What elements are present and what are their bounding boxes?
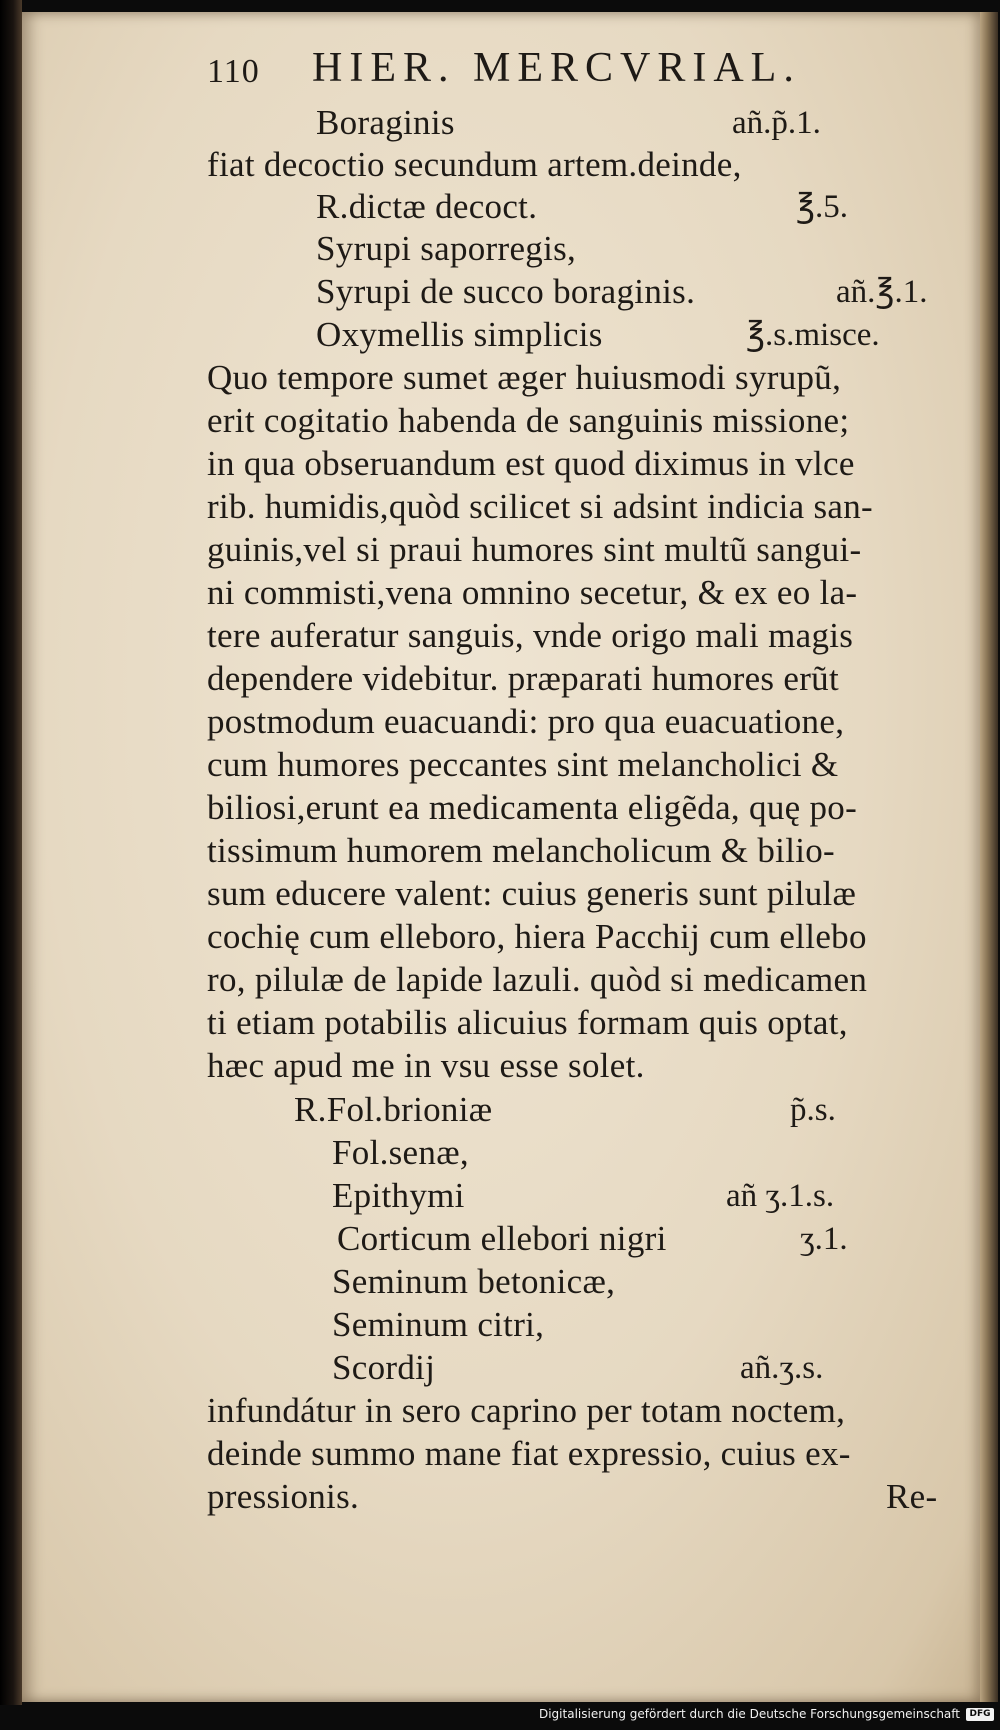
text-line: tissimum humorem melancholicum & bilio-: [207, 831, 836, 870]
text-line: ro, pilulæ de lapide lazuli. quòd si medicamen: [207, 960, 868, 999]
dose-amount: añ ʒ.1.s.: [726, 1178, 835, 1214]
text-line: Quo tempore sumet æger huiusmodi syrupũ,: [207, 358, 842, 397]
book-spine-shadow: [0, 0, 22, 1730]
text-line: ni commisti,vena omnino secetur, & ex eo la-: [207, 573, 858, 612]
recipe-line: R.dictæ decoct.: [316, 187, 538, 226]
recipe-line: Syrupi de succo boraginis.: [316, 272, 696, 311]
text-line: sum educere valent: cuius generis sunt pilulæ: [207, 874, 857, 913]
recipe-line: Corticum ellebori nigri: [337, 1219, 667, 1258]
recipe-line: Fol.senæ,: [332, 1133, 469, 1172]
dfg-logo: DFG: [966, 1708, 994, 1721]
recipe-line: Oxymellis simplicis: [316, 315, 603, 354]
text-line: guinis,vel si praui humores sint multũ sangui-: [207, 530, 862, 569]
text-line: infundátur in sero caprino per totam noctem,: [207, 1391, 846, 1430]
recipe-line: Syrupi saporregis,: [316, 229, 577, 268]
dose-amount: ʒ.1.: [800, 1221, 848, 1257]
page-edge: [980, 12, 998, 1702]
text-line: biliosi,erunt ea medicamenta eligẽda, quę po-: [207, 788, 858, 827]
recipe-line: Seminum betonicæ,: [332, 1262, 616, 1301]
dose-amount: p̃.s.: [790, 1092, 836, 1128]
catchword: Re-: [886, 1477, 938, 1516]
text-line: hæc apud me in vsu esse solet.: [207, 1046, 645, 1085]
text-line: tere auferatur sanguis, vnde origo mali magis: [207, 616, 854, 655]
text-line: rib. humidis,quòd scilicet si adsint indicia san-: [207, 487, 873, 526]
page-number: 110: [207, 53, 260, 90]
text-line: fiat decoctio secundum artem.deinde,: [207, 145, 742, 184]
dose-amount: añ.℥.1.: [836, 274, 928, 310]
text-line: cochię cum elleboro, hiera Pacchij cum ellebo: [207, 917, 867, 956]
recipe-line: Seminum citri,: [332, 1305, 545, 1344]
dose-amount: añ.p̃.1.: [732, 105, 821, 141]
text-line: erit cogitatio habenda de sanguinis missione;: [207, 401, 850, 440]
text-line: deinde summo mane fiat expressio, cuius ex-: [207, 1434, 851, 1473]
text-line: pressionis.: [207, 1477, 360, 1516]
recipe-line: Epithymi: [332, 1176, 465, 1215]
recipe-line: Boraginis: [316, 103, 455, 142]
dose-amount: añ.ʒ.s.: [740, 1350, 824, 1386]
dose-amount: ℥.5.: [796, 189, 849, 225]
text-line: cum humores peccantes sint melancholici &: [207, 745, 839, 784]
recipe-line: Scordij: [332, 1348, 436, 1387]
recipe-line: R.Fol.brioniæ: [294, 1090, 493, 1129]
text-line: ti etiam potabilis alicuius formam quis optat,: [207, 1003, 848, 1042]
digitization-credit: Digitalisierung gefördert durch die Deutsche Forschungsgemeinschaft: [538, 1707, 960, 1721]
text-line: in qua obseruandum est quod diximus in vlce: [207, 444, 855, 483]
dose-amount: ℥.s.misce.: [746, 317, 880, 353]
text-line: dependere videbitur. præparati humores erũt: [207, 659, 839, 698]
running-head: HIER. MERCVRIAL.: [312, 45, 801, 91]
text-line: postmodum euacuandi: pro qua euacuatione,: [207, 702, 845, 741]
